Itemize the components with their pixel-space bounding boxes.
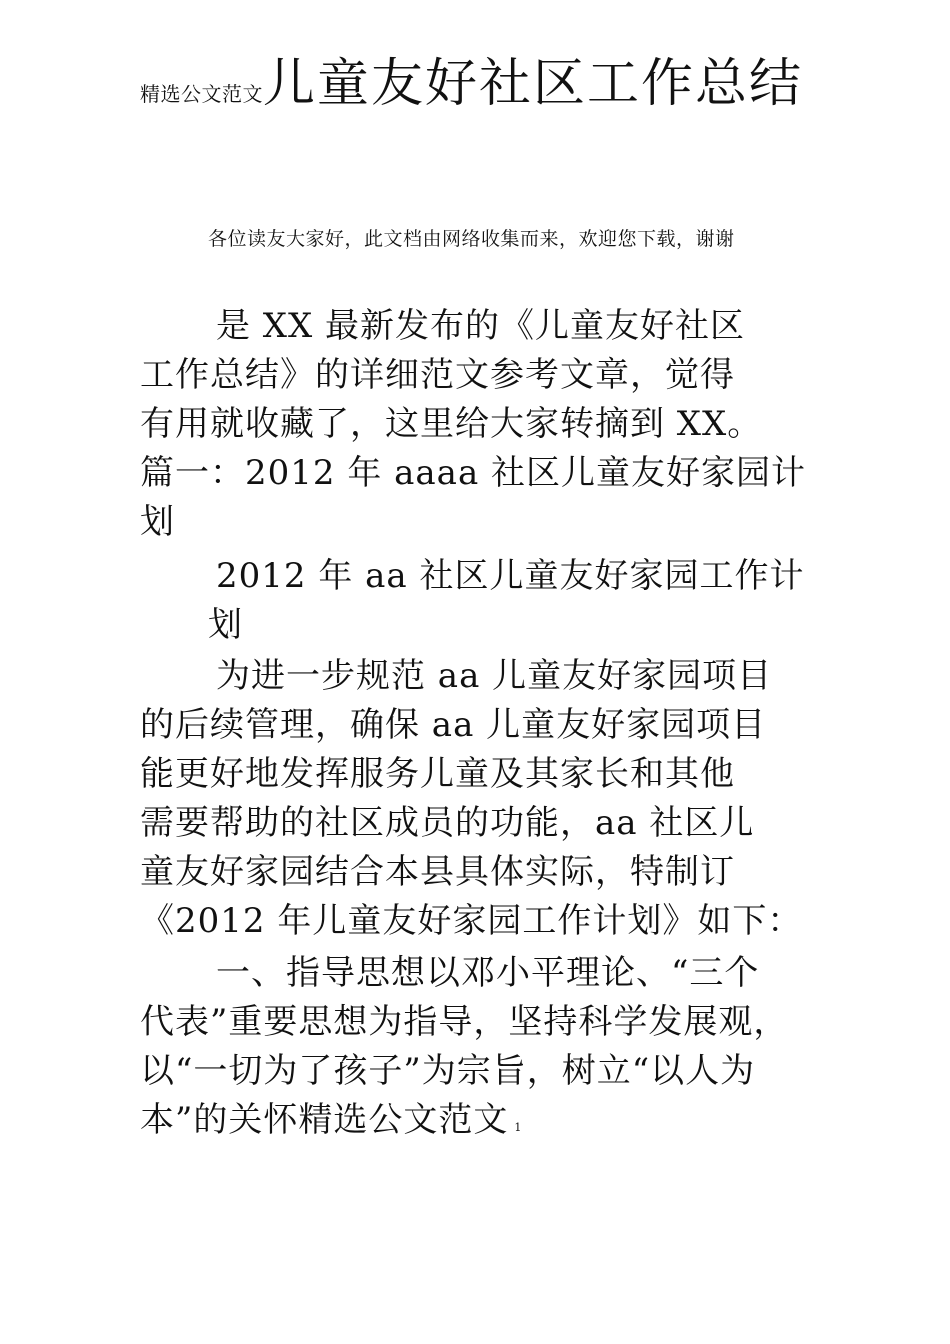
body-line: 是 XX 最新发布的《儿童友好社区 [216,306,746,346]
body-line: 工作总结》的详细范文参考文章，觉得 [140,355,735,395]
body-line: 能更好地发挥服务儿童及其家长和其他 [140,754,735,794]
body-line: 童友好家园结合本县具体实际，特制订 [140,852,735,892]
body-line-text: 本”的关怀精选公文范文 [140,1100,509,1140]
page-number: 1 [514,1121,523,1134]
body-line-last [140,1092,522,1141]
title-main: 儿童友好社区工作总结 [263,54,804,114]
body-line: 篇一：2012 年 aaaa 社区儿童友好家园计 [140,453,807,493]
body-line: 《2012 年儿童友好家园工作计划》如下： [140,901,803,941]
body-line: 的后续管理，确保 aa 儿童友好家园项目 [140,705,767,745]
title-prefix: 精选公文范文 [140,82,263,106]
body-line: 划 [208,605,243,645]
body-line: 一、指导思想以邓小平理论、“三个 [216,953,760,993]
body-line: 2012 年 aa 社区儿童友好家园工作计 [216,556,805,596]
body-line: 有用就收藏了，这里给大家转摘到 XX。 [140,404,763,444]
intro-text: 各位读友大家好，此文档由网络收集而来，欢迎您下载，谢谢 [208,228,735,250]
body-line: 代表”重要思想为指导，坚持科学发展观， [140,1002,789,1042]
body-line: 为进一步规范 aa 儿童友好家园项目 [216,656,773,696]
document-title [140,52,830,128]
body-line: 划 [140,502,175,542]
body-line: 需要帮助的社区成员的功能，aa 社区儿 [140,803,755,843]
body-line: 以“一切为了孩子”为宗旨，树立“以人为 [140,1051,756,1091]
